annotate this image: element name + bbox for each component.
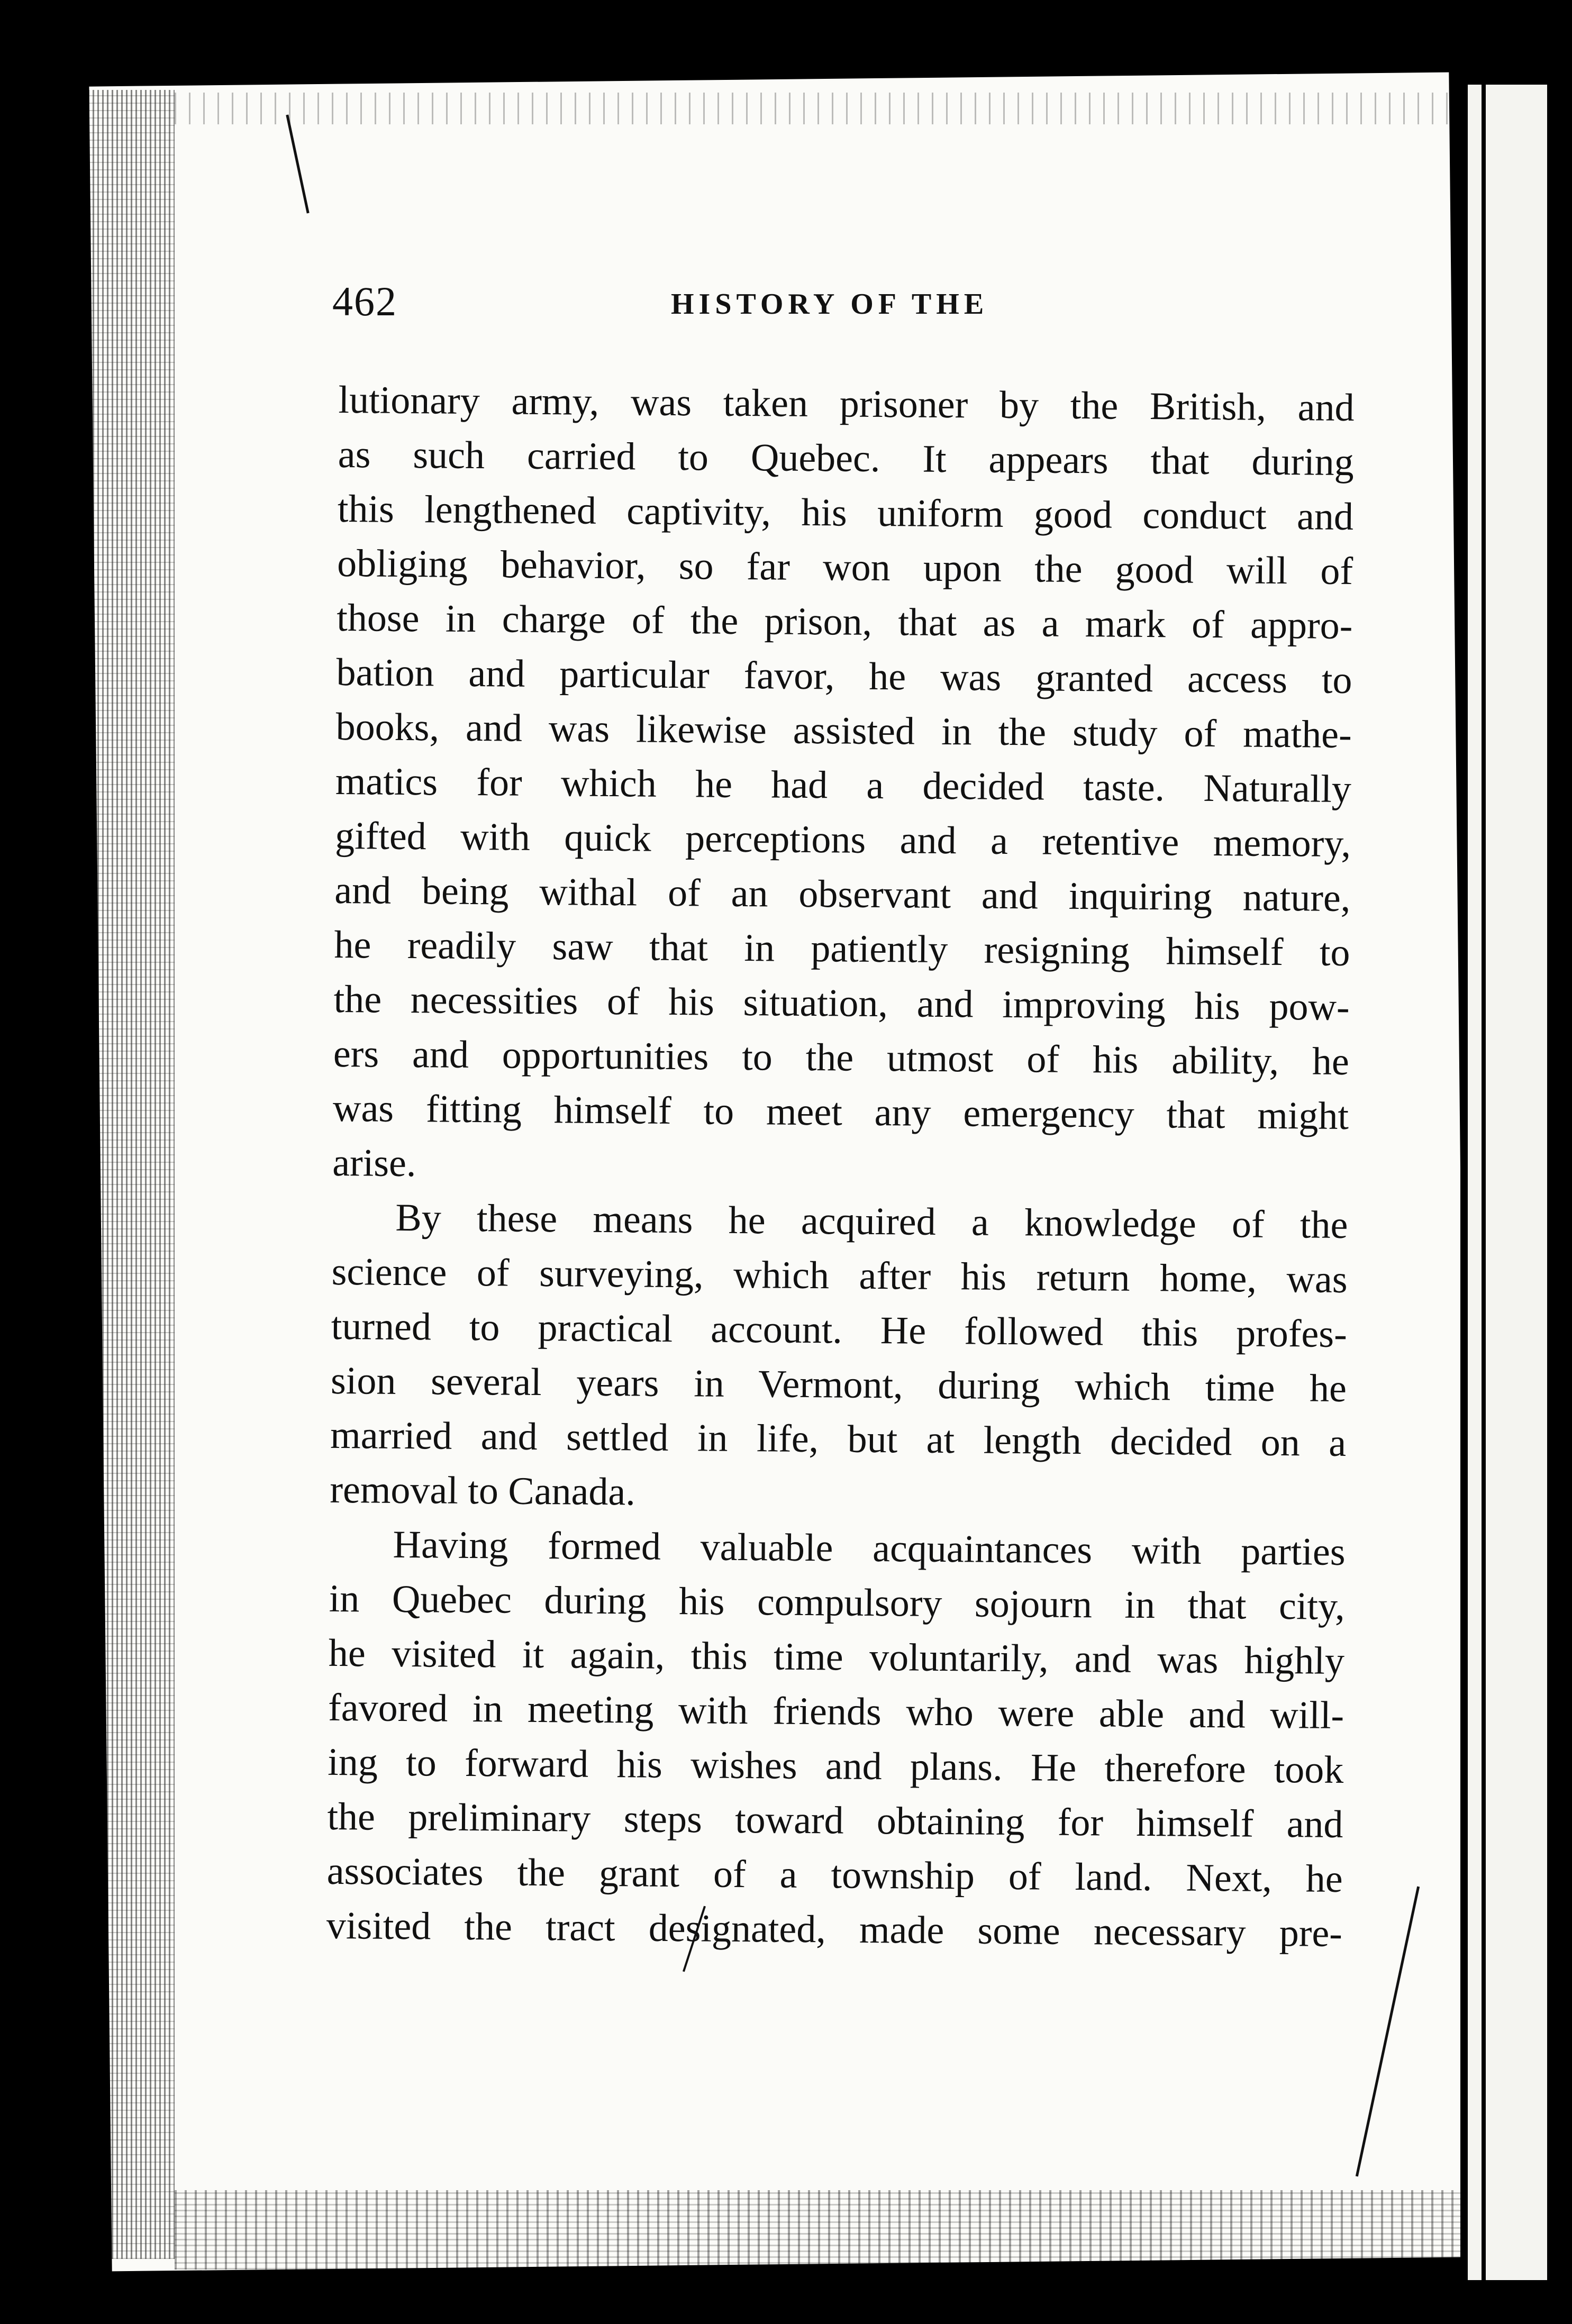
running-head: HISTORY OF THE: [671, 288, 989, 321]
text-line: gifted with quick perceptions and a retentive memory,: [334, 814, 1351, 866]
page-number: 462: [332, 278, 397, 324]
next-page-edge: [1460, 85, 1547, 2280]
text-line: married and settled in life, but at length decided on a: [330, 1413, 1347, 1465]
text-line: ers and opportunities to the utmost of his ability, he: [333, 1032, 1350, 1084]
text-line: the preliminary steps toward obtaining for himself and: [327, 1794, 1343, 1846]
text-line: the necessities of his situation, and improving his pow-: [333, 977, 1350, 1029]
text-line: this lengthened captivity, his uniform good conduct and: [337, 487, 1354, 539]
text-line: sion several years in Vermont, during which time he: [330, 1359, 1347, 1411]
text-line: arise.: [332, 1141, 416, 1186]
page-header: [332, 278, 1232, 336]
text-line: favored in meeting with friends who were able and will-: [328, 1685, 1344, 1738]
bottom-edge-noise: [175, 2190, 1471, 2270]
text-line: turned to practical account. He followed this profes-: [331, 1304, 1348, 1356]
text-line: those in charge of the prison, that as a mark of appro-: [337, 596, 1353, 648]
text-line: and being withal of an observant and inquiring nature,: [334, 868, 1351, 921]
text-line: books, and was likewise assisted in the study of mathe-: [335, 705, 1352, 757]
text-line: Having formed valuable acquaintances with parties: [393, 1523, 1346, 1574]
paragraph: [332, 373, 1355, 1198]
text-line: science of surveying, which after his return home, was: [331, 1250, 1348, 1302]
text-line: visited the tract designated, made some necessary pre-: [326, 1903, 1343, 1955]
text-line: associates the grant of a township of land. Next, he: [326, 1849, 1343, 1901]
text-line: By these means he acquired a knowledge of the: [395, 1196, 1348, 1247]
text-line: he visited it again, this time voluntarily, and was highly: [328, 1631, 1345, 1683]
page-edge-shadow: [1482, 85, 1486, 2280]
body-text: [326, 373, 1355, 1961]
paragraph: [330, 1190, 1348, 1525]
top-edge-noise: [175, 93, 1455, 124]
text-line: he readily saw that in patiently resigning himself to: [334, 923, 1350, 975]
text-line: as such carried to Quebec. It appears that during: [338, 432, 1355, 485]
text-line: matics for which he had a decided taste. Naturally: [335, 759, 1352, 812]
text-line: bation and particular favor, he was granted access to: [336, 650, 1352, 703]
text-line: removal to Canada.: [330, 1468, 636, 1514]
text-line: obliging behavior, so far won upon the good will of: [337, 541, 1353, 594]
text-line: ing to forward his wishes and plans. He therefore took: [328, 1740, 1344, 1792]
binding-gutter: [69, 90, 175, 2259]
paragraph: [326, 1517, 1346, 1961]
text-line: lutionary army, was taken prisoner by the British, and: [338, 378, 1355, 430]
text-line: was fitting himself to meet any emergency that might: [332, 1086, 1349, 1138]
text-line: in Quebec during his compulsory sojourn in that city,: [329, 1576, 1346, 1629]
